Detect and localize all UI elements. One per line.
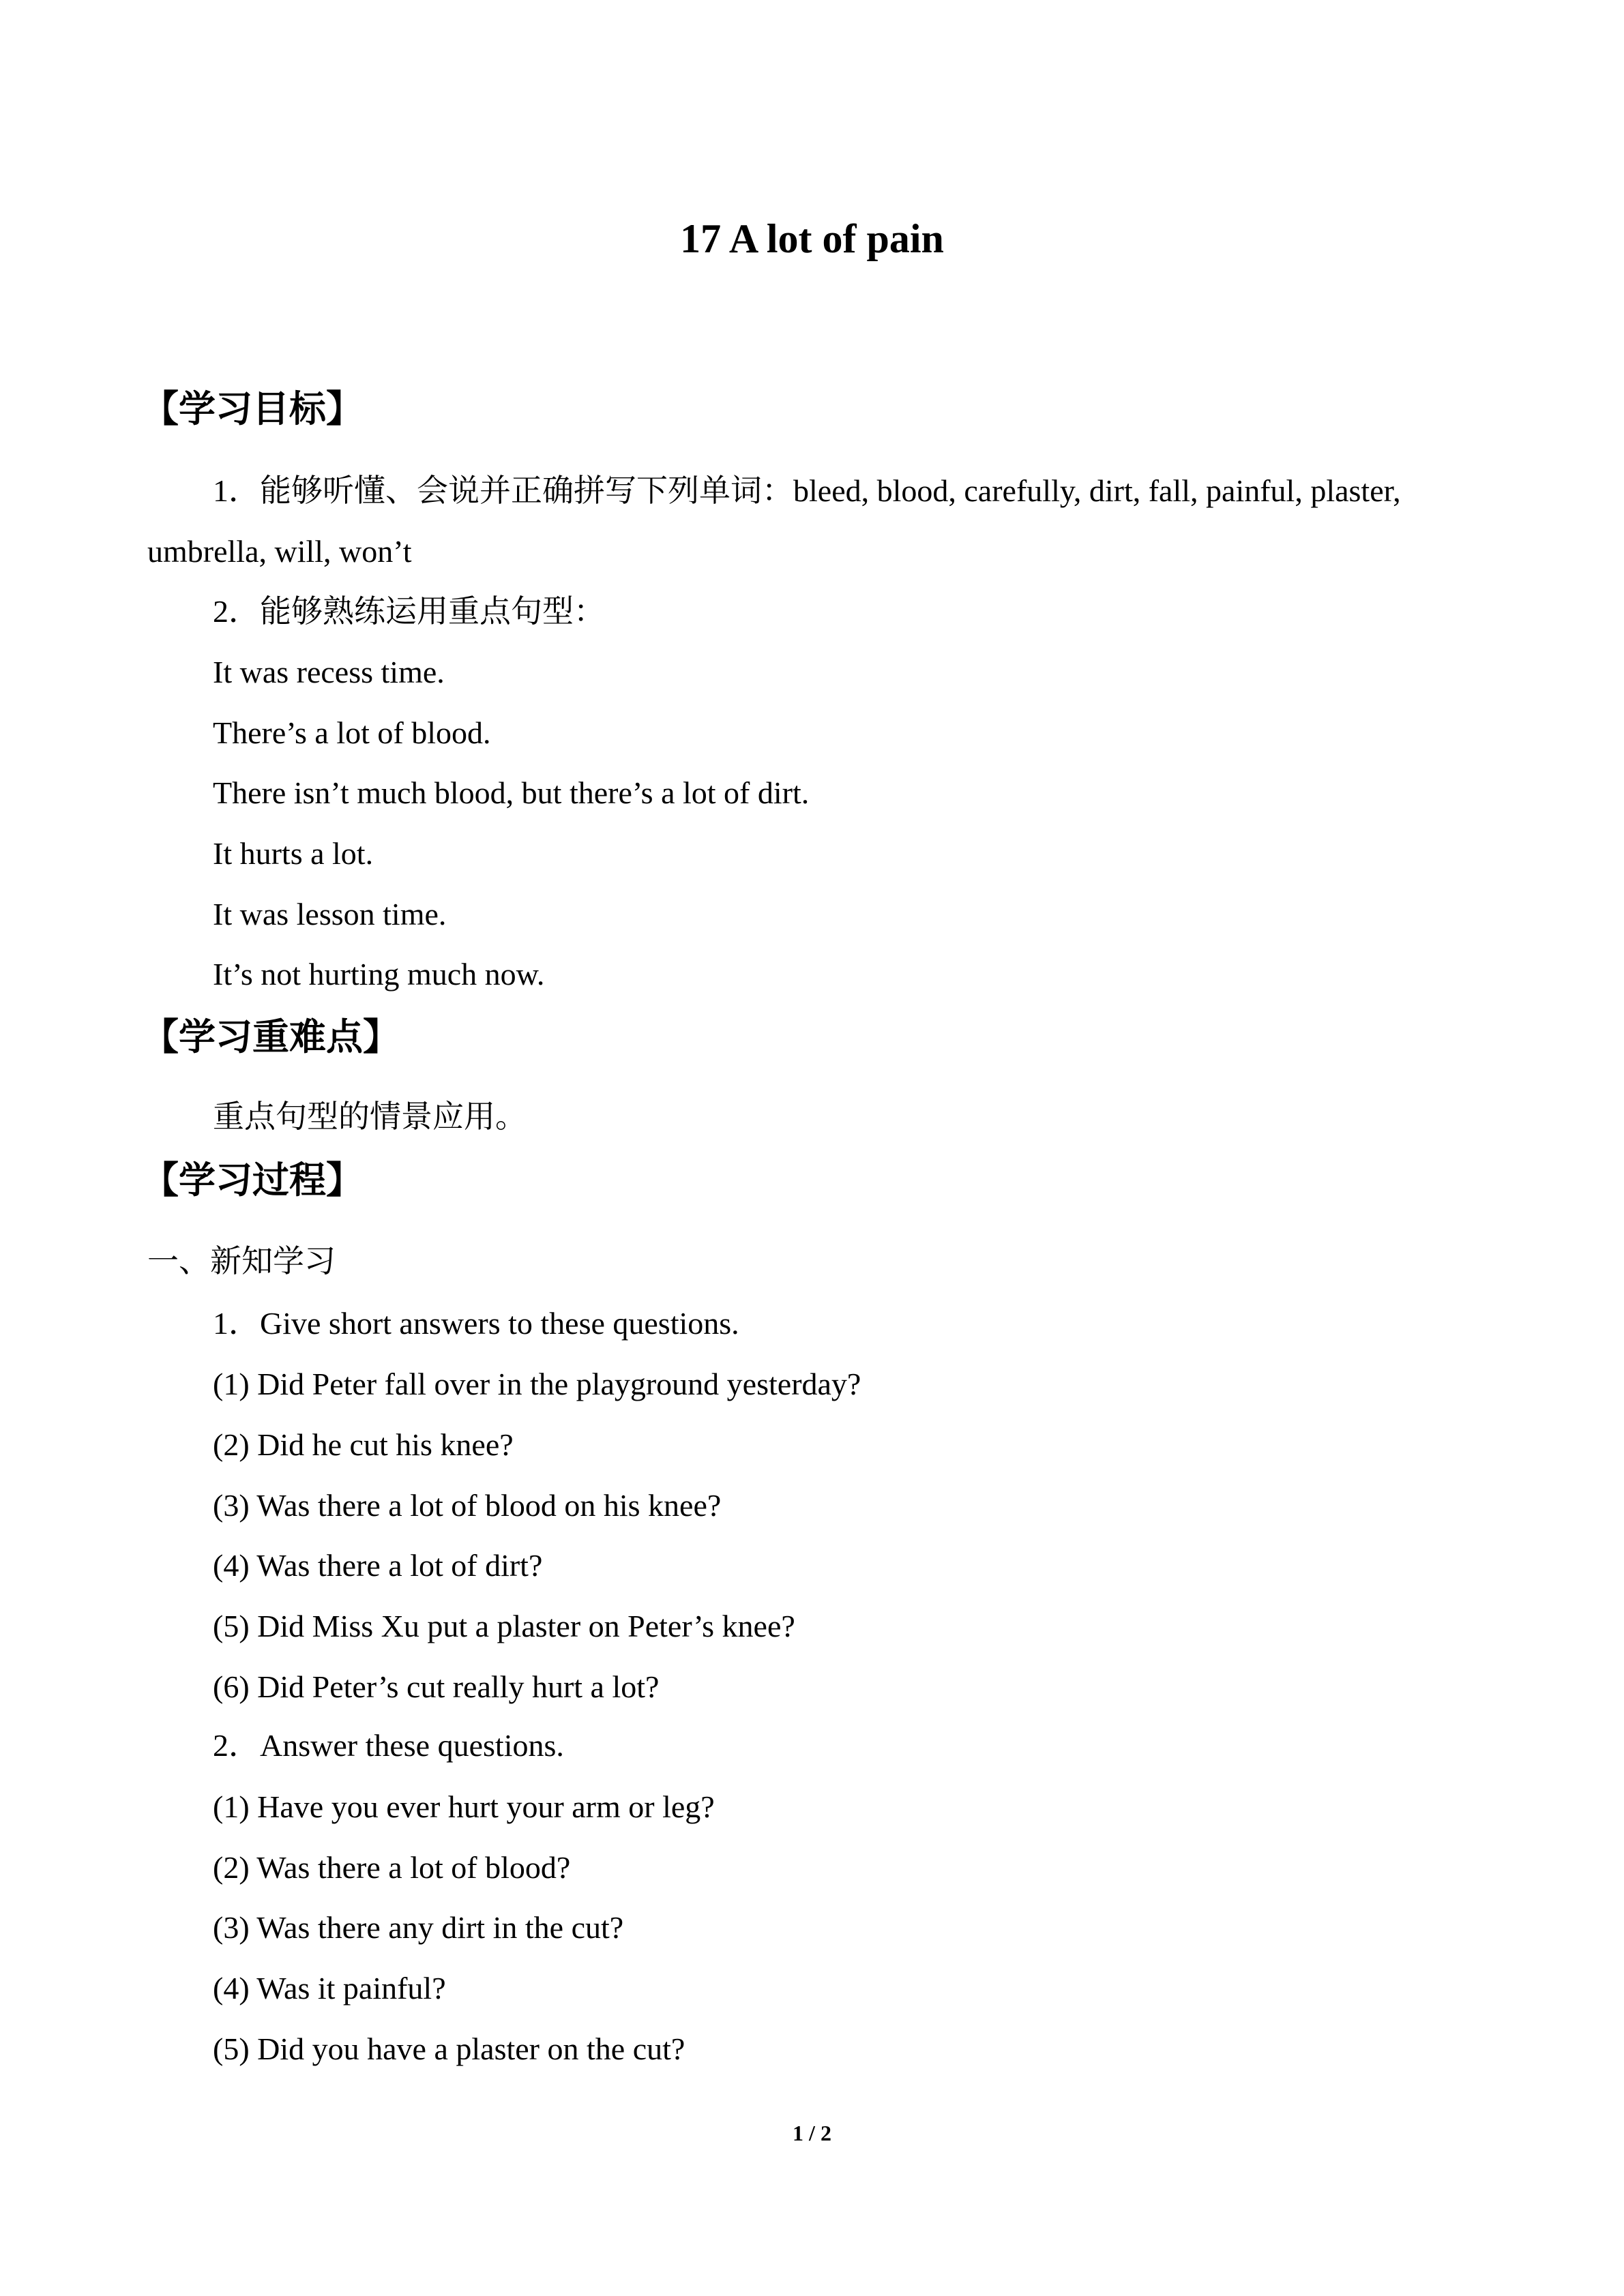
process-heading: 【学习过程】	[142, 1160, 363, 1201]
task-2-question: (3) Was there any dirt in the cut?	[213, 1910, 624, 1945]
goals-item-2: 2．能够熟练运用重点句型：	[213, 594, 605, 629]
key-sentence: There’s a lot of blood.	[213, 715, 491, 750]
task-1-question: (2) Did he cut his knee?	[213, 1427, 514, 1462]
task-2-question: (5) Did you have a plaster on the cut?	[213, 2031, 685, 2066]
task-1-question: (5) Did Miss Xu put a plaster on Peter’s knee?	[213, 1609, 795, 1643]
goals-item-1-line-1: 1．能够听懂、会说并正确拼写下列单词：bleed, blood, carefully, dirt, fall, painful, plaster,	[213, 473, 1401, 508]
key-sentence: It’s not hurting much now.	[213, 957, 545, 992]
task-1-instruction: 1．Give short answers to these questions.	[213, 1306, 739, 1341]
key-points-text: 重点句型的情景应用。	[213, 1099, 527, 1134]
task-1-question: (4) Was there a lot of dirt?	[213, 1548, 543, 1583]
task-1-question: (1) Did Peter fall over in the playground yesterday?	[213, 1367, 861, 1401]
key-sentence: It hurts a lot.	[213, 836, 374, 871]
section-1-title: 一、新知学习	[147, 1244, 336, 1279]
key-sentence: It was recess time.	[213, 655, 445, 689]
key-points-heading: 【学习重难点】	[142, 1017, 400, 1058]
key-sentence: It was lesson time.	[213, 897, 447, 931]
goals-item-1-line-2: umbrella, will, won’t	[147, 534, 412, 569]
task-2-question: (1) Have you ever hurt your arm or leg?	[213, 1789, 715, 1824]
task-1-question: (3) Was there a lot of blood on his knee?	[213, 1488, 722, 1523]
key-sentence: There isn’t much blood, but there’s a lot of dirt.	[213, 775, 810, 810]
task-2-instruction: 2．Answer these questions.	[213, 1728, 564, 1763]
page-number: 1 / 2	[793, 2121, 831, 2145]
page-title: 17 A lot of pain	[680, 216, 944, 261]
task-1-question: (6) Did Peter’s cut really hurt a lot?	[213, 1669, 660, 1704]
task-2-question: (4) Was it painful?	[213, 1971, 446, 2006]
goals-heading: 【学习目标】	[142, 389, 363, 430]
task-2-question: (2) Was there a lot of blood?	[213, 1850, 571, 1885]
